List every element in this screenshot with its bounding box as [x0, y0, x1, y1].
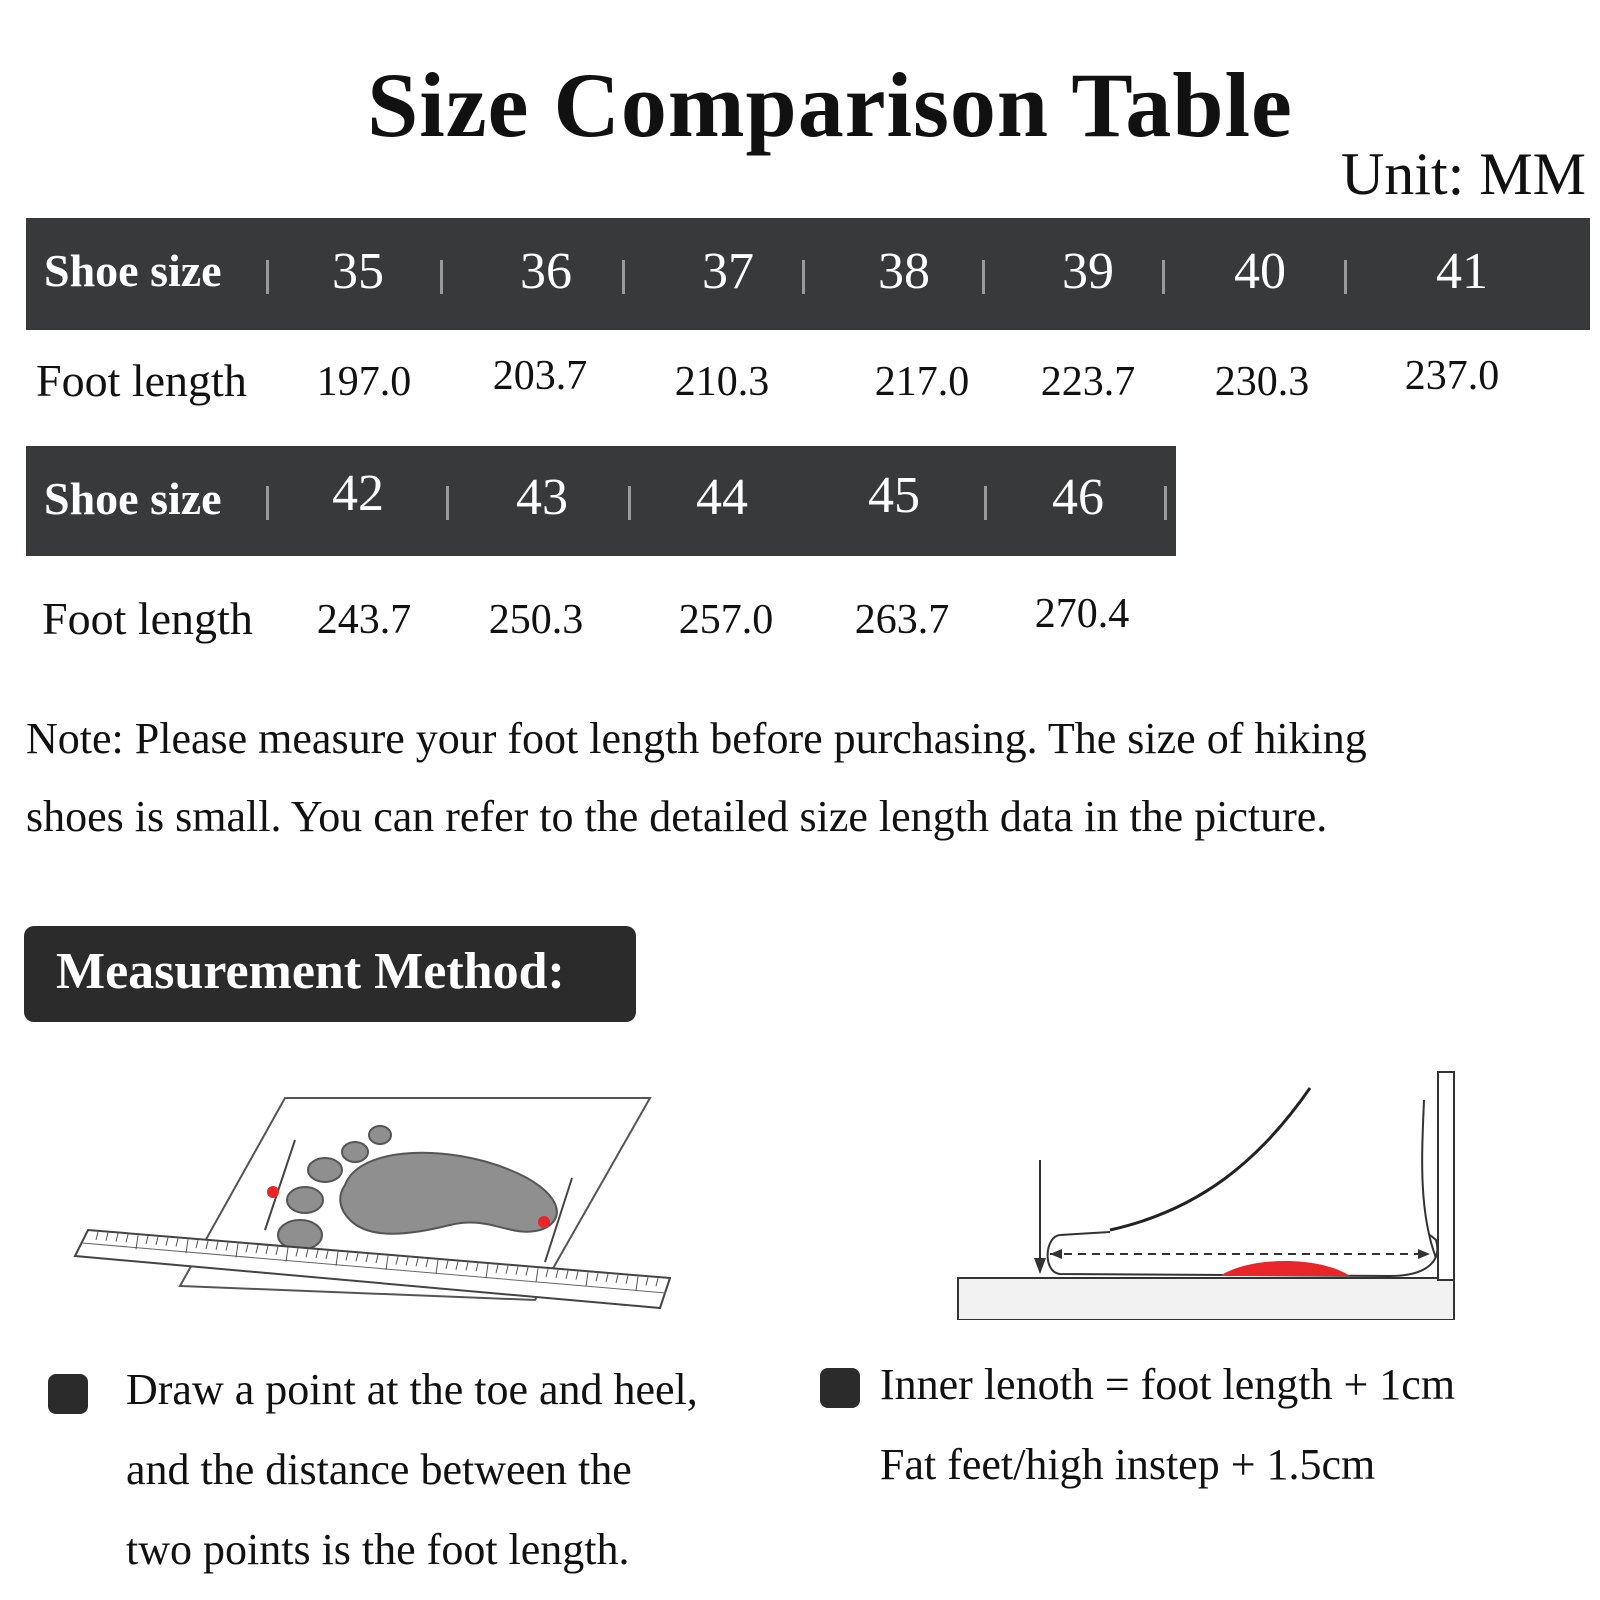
- separator: [1162, 260, 1165, 294]
- separator: [266, 486, 269, 520]
- size-cell: 36: [520, 243, 572, 300]
- shoe-cross-section-illustration: [950, 1060, 1470, 1320]
- size-header-bar-1: [26, 218, 1590, 330]
- length-cell: 243.7: [316, 597, 412, 643]
- note-line: shoes is small. You can refer to the detailed size length data in the picture.: [26, 792, 1328, 841]
- length-cell: 223.7: [1040, 359, 1136, 405]
- length-cell: 263.7: [854, 597, 950, 643]
- step-line: Inner lenoth = foot length + 1cm: [880, 1360, 1456, 1409]
- step-line: two points is the foot length.: [126, 1525, 630, 1574]
- size-cell: 37: [702, 243, 754, 300]
- size-cell: 43: [516, 469, 568, 526]
- step-line: and the distance between the: [126, 1445, 632, 1494]
- separator: [266, 260, 269, 294]
- foot-ruler-illustration: [70, 1090, 690, 1320]
- size-cell: 46: [1052, 469, 1104, 526]
- length-cell: 237.0: [1404, 353, 1500, 399]
- size-cell: 40: [1234, 243, 1286, 300]
- length-cell: 217.0: [874, 359, 970, 405]
- step-line: Draw a point at the toe and heel,: [126, 1365, 698, 1414]
- separator: [802, 260, 805, 294]
- step-line: Fat feet/high instep + 1.5cm: [880, 1440, 1376, 1489]
- size-cell: 41: [1436, 243, 1488, 300]
- size-cell: 38: [878, 243, 930, 300]
- page-title: Size Comparison Table: [367, 54, 1293, 156]
- note-line: Note: Please measure your foot length before purchasing. The size of hiking: [26, 714, 1367, 763]
- size-cell: 35: [332, 243, 384, 300]
- length-cell: 230.3: [1214, 359, 1310, 405]
- size-cell: 39: [1062, 243, 1114, 300]
- length-cell: 270.4: [1034, 591, 1130, 637]
- size-cell: 42: [332, 465, 384, 522]
- length-cell: 257.0: [678, 597, 774, 643]
- unit-label: Unit: MM: [1340, 141, 1586, 207]
- separator: [440, 260, 443, 294]
- length-cell: 203.7: [492, 353, 588, 399]
- separator: [982, 260, 985, 294]
- separator: [984, 486, 987, 520]
- step-right-text: [880, 1345, 1580, 1505]
- separator: [622, 260, 625, 294]
- step-left-text: [126, 1350, 806, 1590]
- bullet-square-icon: [48, 1374, 88, 1414]
- note-text: [26, 700, 1586, 856]
- shoe-size-label: Shoe size: [44, 245, 222, 296]
- measurement-method-label: Measurement Method:: [56, 943, 565, 1000]
- length-cell: 250.3: [488, 597, 584, 643]
- separator: [1344, 260, 1347, 294]
- separator: [628, 486, 631, 520]
- length-cell: 197.0: [316, 359, 412, 405]
- size-header-bar-2: [26, 446, 1176, 556]
- bullet-square-icon: [820, 1368, 860, 1408]
- foot-length-label: Foot length: [36, 355, 247, 406]
- separator: [1164, 486, 1167, 520]
- size-cell: 45: [868, 467, 920, 524]
- measurement-method-heading: [24, 926, 636, 1022]
- shoe-size-label: Shoe size: [44, 473, 222, 524]
- size-cell: 44: [696, 469, 748, 526]
- length-cell: 210.3: [674, 359, 770, 405]
- foot-length-label: Foot length: [42, 593, 253, 644]
- separator: [446, 486, 449, 520]
